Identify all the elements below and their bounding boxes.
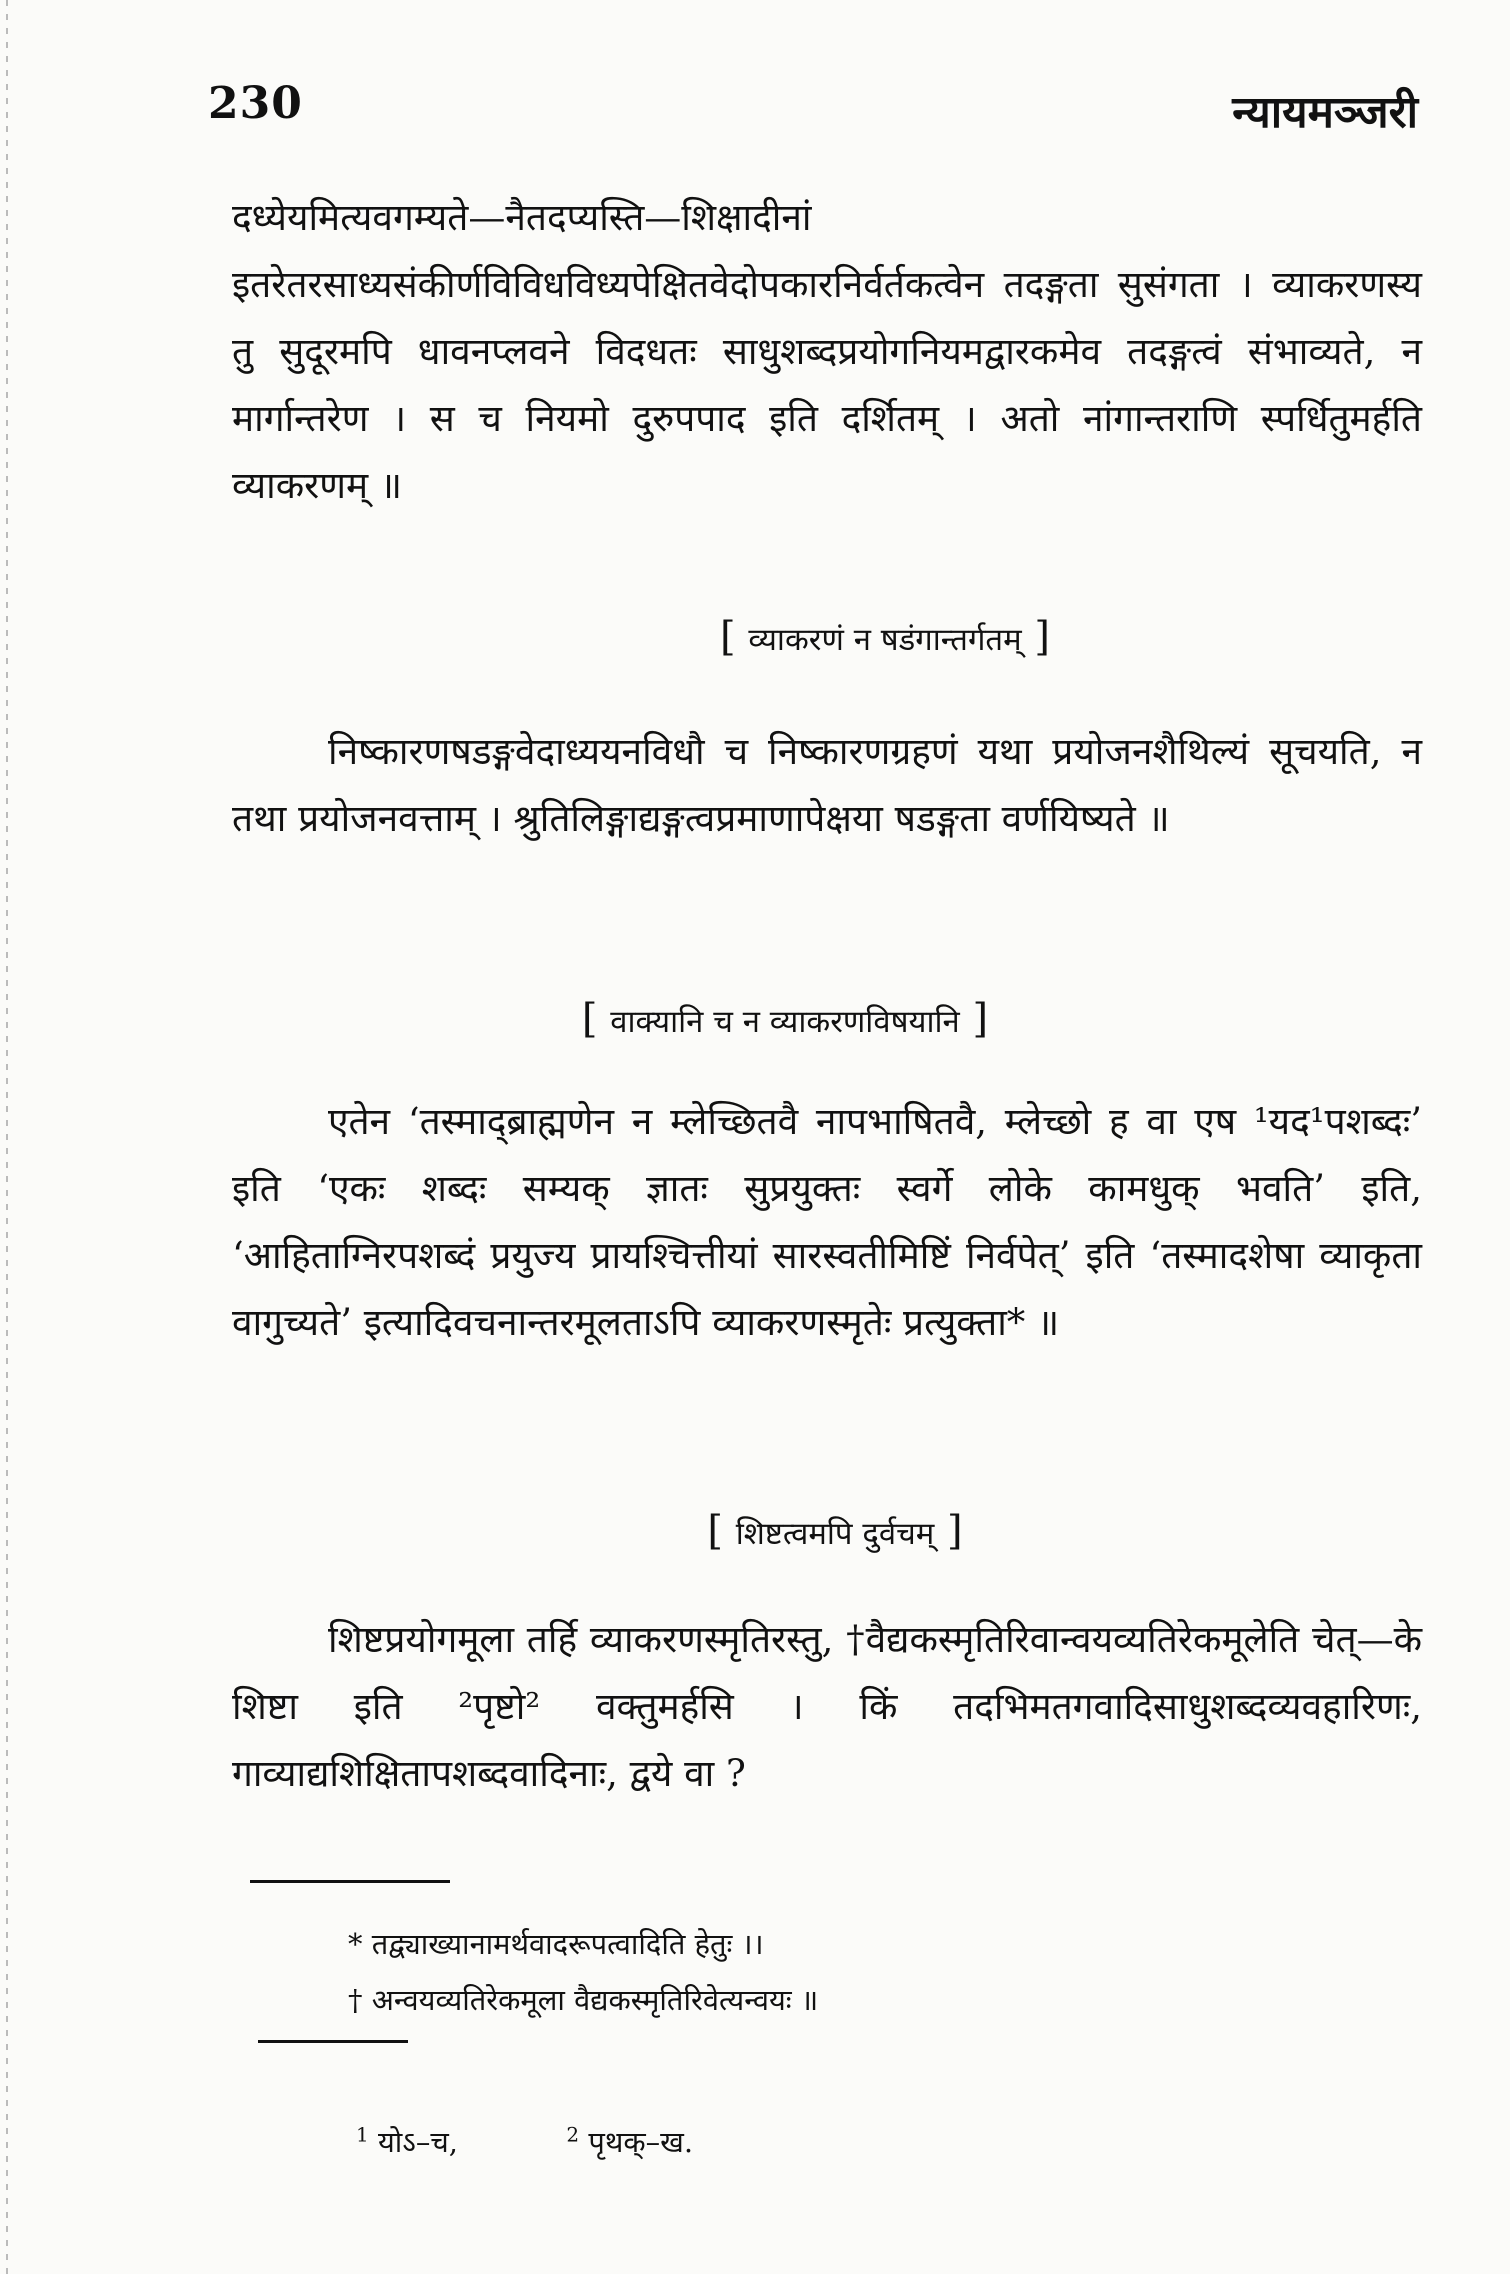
- variant-1-text: योऽ–च,: [377, 2125, 458, 2159]
- bracket-close: ]: [934, 1508, 963, 1554]
- section-heading-2: [190, 996, 1380, 1042]
- bracket-open: [: [720, 614, 749, 660]
- paragraph-4: शिष्टप्रयोगमूला तर्हि व्याकरणस्मृतिरस्तु, †वैद्यकस्मृतिरिवान्वयव्यतिरेकमूलेति चेत्—के शिष्टा इति ²पृष्टो² वक्तुमर्हसि । किं तदभिमतगवादिसाधुशब्दव्यवहारिणः, गाव्याद्यशिक्षितापशब्दवादिनाः, द्वये वा ?: [232, 1618, 1422, 1795]
- variant-readings: [356, 2122, 693, 2161]
- bracket-open: [: [707, 1508, 736, 1554]
- page-header: [0, 0, 1510, 160]
- footnote-rule: [250, 1880, 450, 1883]
- bracket-open: [: [581, 996, 611, 1042]
- section-heading-1: [290, 614, 1480, 660]
- paragraph-3: एतेन ‘तस्माद्ब्राह्मणेन न म्लेच्छितवै नापभाषितवै, म्लेच्छो ह वा एष ¹यद¹पशब्दः’ इति ‘एकः शब्दः सम्यक् ज्ञातः सुप्रयुक्तः स्वर्गे लोके कामधुक् भवति’ इति, ‘आहिताग्निरपशब्दं प्रयुज्य प्रायश्चित्तीयां सारस्वतीमिष्टिं निर्वपेत्’ इति ‘तस्मादशेषा व्याकृता वागुच्यते’ इत्यादिवचनान्तरमूलताऽपि व्याकरणस्मृतेः प्रत्युक्ता* ॥: [232, 1100, 1422, 1344]
- variant-1-mark: 1: [356, 2122, 369, 2147]
- page-edge: [6, 0, 8, 2274]
- bracket-close: ]: [1021, 614, 1050, 660]
- paragraph-1: दध्येयमित्यवगम्यते—नैतदप्यस्ति—शिक्षादीनां इतरेतरसाध्यसंकीर्णविविधविध्यपेक्षितवेदोपकारनिर्वर्तकत्वेन तदङ्गता सुसंगता । व्याकरणस्य तु सुदूरमपि धावनप्लवने विदधतः साधुशब्दप्रयोगनियमद्वारकमेव तदङ्गत्वं संभाव्यते, न मार्गान्तरेण । स च नियमो दुरुपपाद इति दर्शितम् । अतो नांगान्तराणि स्पर्धितुमर्हति व्याकरणम् ॥: [232, 196, 1422, 507]
- variants-rule: [258, 2040, 408, 2043]
- footnote-1: * तद्व्याख्यानामर्थवादरूपत्वादिति हेतुः ।।: [348, 1927, 764, 1961]
- running-title: न्यायमञ्जरी: [1232, 87, 1418, 138]
- heading-3-text: शिष्टत्वमपि दुर्वचम्: [735, 1516, 935, 1552]
- heading-1-text: व्याकरणं न षडंगान्तर्गतम्: [748, 622, 1022, 658]
- paragraph-2: निष्कारणषडङ्गवेदाध्ययनविधौ च निष्कारणग्रहणं यथा प्रयोजनशैथिल्यं सूचयति, न तथा प्रयोजनवत्ताम् । श्रुतिलिङ्गाद्यङ्गत्वप्रमाणापेक्षया षडङ्गता वर्णयिष्यते ॥: [232, 730, 1422, 840]
- variant-2-mark: 2: [566, 2122, 580, 2147]
- variant-2-text: पृथक्–ख.: [588, 2125, 694, 2159]
- bracket-close: ]: [959, 996, 989, 1042]
- page-number: 230: [208, 78, 303, 129]
- section-heading-3: [240, 1508, 1430, 1554]
- heading-2-text: वाक्यानि च न व्याकरणविषयानि: [610, 1004, 960, 1040]
- footnote-2: † अन्वयव्यतिरेकमूला वैद्यकस्मृतिरिवेत्यन्वयः ॥: [348, 1983, 819, 2017]
